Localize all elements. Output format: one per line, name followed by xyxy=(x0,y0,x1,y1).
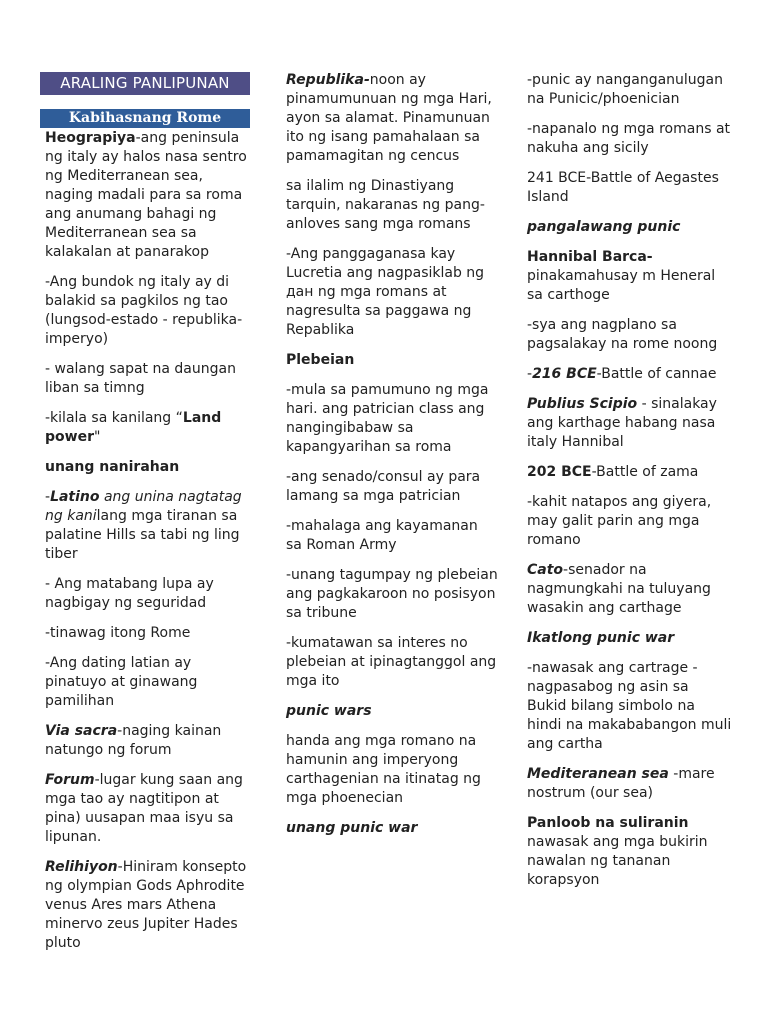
paragraph-rome: -tinawag itong Rome xyxy=(45,625,191,641)
paragraph-bundok: -Ang bundok ng italy ay di balakid sa pagkilos ng tao (lungsod-estado - republika-imperyo) xyxy=(45,274,243,347)
paragraph-mediteranean: Mediteranean sea -mare nostrum (our sea) xyxy=(527,766,715,801)
paragraph-land-power: -kilala sa kanilang “Land power" xyxy=(45,410,222,445)
paragraph-daungan: - walang sapat na daungan liban sa timng xyxy=(45,361,236,396)
paragraph-cato: Cato-senador na nagmungkahi na tuluyang wasakin ang carthage xyxy=(527,562,711,616)
paragraph-via-sacra: Via sacra-naging kainan natungo ng forum xyxy=(45,723,222,758)
column-2 xyxy=(286,71,498,849)
title-banner: ARALING PANLIPUNAN xyxy=(40,72,250,95)
paragraph-zama: 202 BCE-Battle of zama xyxy=(527,464,699,480)
paragraph-cannae: -216 BCE-Battle of cannae xyxy=(527,366,717,382)
paragraph-interes: -kumatawan sa interes no plebeian at ipinagtanggol ang mga ito xyxy=(286,635,497,689)
paragraph-galit: -kahit natapos ang giyera, may galit parin ang mga romano xyxy=(527,494,712,548)
paragraph-sicily: -napanalo ng mga romans at nakuha ang sicily xyxy=(527,121,731,156)
paragraph-tarquin: sa ilalim ng Dinastiyang tarquin, nakaranas ng pang-anloves sang mga romans xyxy=(286,178,485,232)
heading-unang-punic-war: unang punic war xyxy=(286,820,418,836)
heading-punic-wars: punic wars xyxy=(286,703,372,719)
paragraph-aegastes: 241 BCE-Battle of Aegastes Island xyxy=(527,170,719,205)
column-1 xyxy=(40,71,250,964)
paragraph-republika: Republika-noon ay pinamumunuan ng mga Hari, ayon sa alamat. Pinamunuan ito ng isang pamahalaan sa pamamagitan ng cencus xyxy=(286,72,492,164)
column-3 xyxy=(527,71,732,901)
heading-pangalawang-punic: pangalawang punic xyxy=(527,219,681,235)
paragraph-pagsalakay: -sya ang nagplano sa pagsalakay na rome noong xyxy=(527,317,718,352)
paragraph-cartrage: -nawasak ang cartrage - nagpasabog ng asin sa Bukid bilang simbolo na hindi na makababangon muli ang cartha xyxy=(527,660,732,752)
heading-ikatlong-punic-war: Ikatlong punic war xyxy=(527,630,675,646)
paragraph-lupa: - Ang matabang lupa ay nagbigay ng seguridad xyxy=(45,576,214,611)
paragraph-tribune: -unang tagumpay ng plebeian ang pagkakaroon no posisyon sa tribune xyxy=(286,567,498,621)
paragraph-relihiyon: Relihiyon-Hiniram konsepto ng olympian Gods Aphrodite venus Ares mars Athena minervo zeus Jupiter Hades pluto xyxy=(45,859,247,951)
paragraph-latian: -Ang dating latian ay pinatuyo at ginawang pamilihan xyxy=(45,655,198,709)
paragraph-lucretia: -Ang panggaganasa kay Lucretia ang nagpasiklab ng дан ng mga romans at nagresulta sa paggawa ng Repablika xyxy=(286,246,485,338)
paragraph-patrician: -mula sa pamumuno ng mga hari. ang patrician class ang nangingibabaw sa kapangyarihan sa roma xyxy=(286,382,489,455)
paragraph-senado: -ang senado/consul ay para lamang sa mga patrician xyxy=(286,469,481,504)
paragraph-handa: handa ang mga romano na hamunin ang imperyong carthagenian na itinatag ng mga phoenecian xyxy=(286,733,481,806)
paragraph-forum: Forum-lugar kung saan ang mga tao ay nagtitipon at pina) uusapan maa isyu sa lipunan. xyxy=(45,772,243,845)
subtitle-banner: Kabihasnang Rome xyxy=(40,109,250,128)
paragraph-hannibal: Hannibal Barca- pinakamahusay m Heneral sa carthoge xyxy=(527,249,716,303)
paragraph-panloob: Panloob na suliranin nawasak ang mga bukirin nawalan ng tananan korapsyon xyxy=(527,815,708,888)
heading-unang-nanirahan: unang nanirahan xyxy=(45,459,180,475)
paragraph-scipio: Publius Scipio - sinalakay ang karthage habang nasa italy Hannibal xyxy=(527,396,717,450)
paragraph-kayamanan: -mahalaga ang kayamanan sa Roman Army xyxy=(286,518,478,553)
heading-plebeian: Plebeian xyxy=(286,352,355,368)
paragraph-punic-meaning: -punic ay nanganganulugan na Punicic/phoenician xyxy=(527,72,724,107)
paragraph-latino: -Latino ang unina nagtatag ng kanilang mga tiranan sa palatine Hills sa tabi ng ling tiber xyxy=(45,489,242,562)
paragraph-heograpiya: Heograpiya-ang peninsula ng italy ay halos nasa sentro ng Mediterranean sea, naging madali para sa roma ang anumang bahagi ng Mediterranean sea sa kalakalan at panarakop xyxy=(45,130,247,260)
